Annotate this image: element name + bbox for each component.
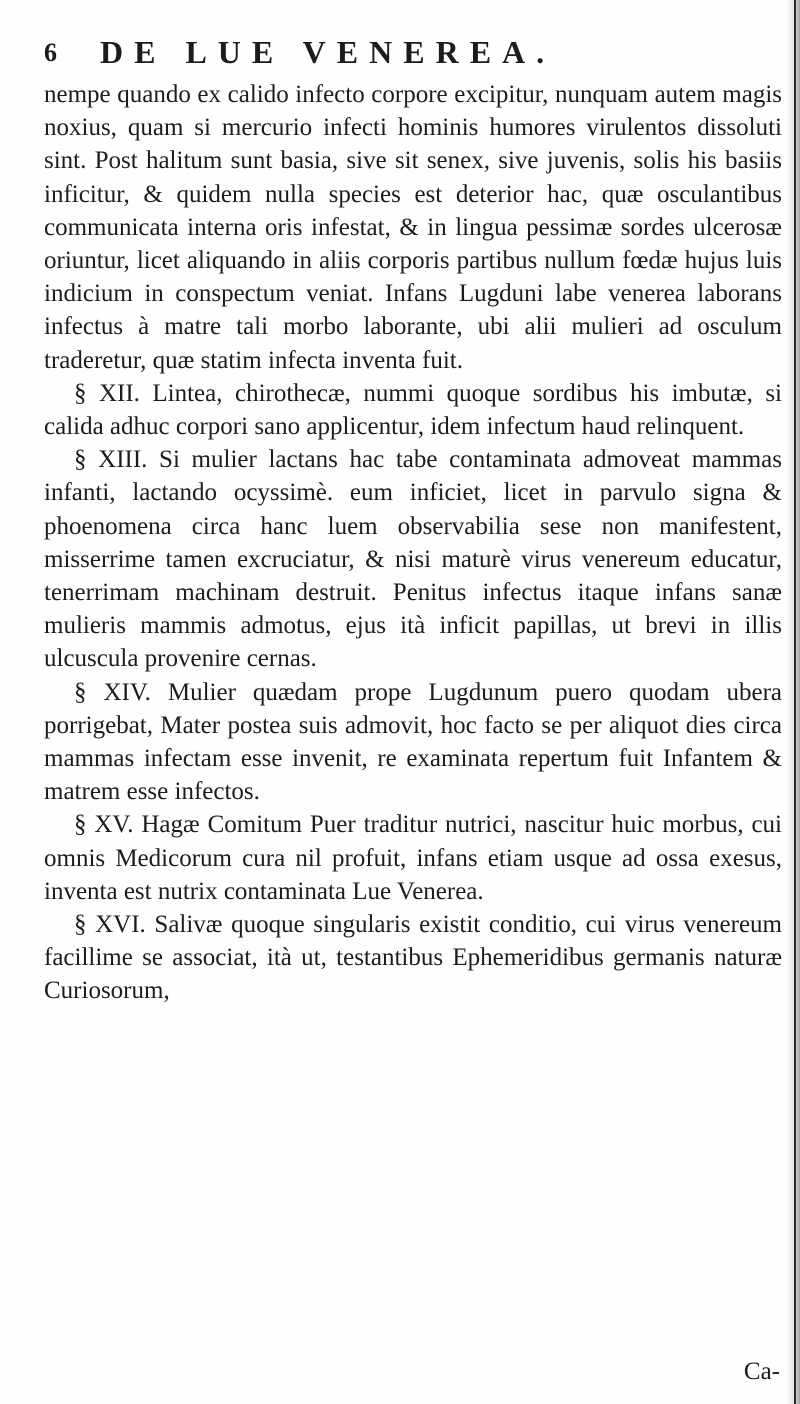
running-head: DE LUE VENEREA. [100, 34, 556, 70]
page-edge-line [794, 0, 796, 1404]
paragraph-section-xii: § XII. Lintea, chirothecæ, nummi quoque sordibus his imbutæ, si calida adhuc corpori sano applicentur, idem infectum haud relinquent. [44, 379, 782, 441]
paragraph-section-xvi: § XVI. Salivæ quoque singularis existit conditio, cui virus venereum facillime se associat, ità ut, testantibus Ephemeridibus germanis naturæ Curiosorum, [44, 911, 782, 1005]
catchword-row [44, 1358, 782, 1392]
body-text [44, 78, 782, 1008]
page-header [44, 28, 704, 78]
paragraph-continued: nempe quando ex calido infecto corpore excipitur, nunquam autem magis noxius, quam si mercurio infecti hominis humores virulentos dissoluti sint. Post halitum sunt basia, sive sit senex, sive juvenis, solis his basiis inficitur, & quidem nulla species est deterior hac, quæ osculantibus communicata interna oris infestat, & in lingua pessimæ sordes ulcerosæ oriuntur, licet aliquando in aliis corporis partibus nullum fœdæ hujus luis indicium in conspectum veniat. Infans Lugduni labe venerea laborans infectus à matre tali morbo laborante, ubi alii mulieri ad osculum traderetur, quæ statim infecta inventa fuit. [44, 81, 782, 374]
page-edge-shadow [786, 0, 800, 1404]
paragraph-section-xiii: § XIII. Si mulier lactans hac tabe contaminata admoveat mammas infanti, lactando ocyssimè. eum inficiet, licet in parvulo signa & phoenomena circa hanc luem observabilia sese non manifestent, misserrime tamen excruciatur, & nisi maturè virus venereum educatur, tenerrimam machinam destruit. Penitus infectus itaque infans sanæ mulieris mammis admotus, ejus ità inficit papillas, ut brevi in illis ulcuscula provenire cernas. [44, 446, 782, 673]
page-number: 6 [44, 38, 57, 67]
paragraph-section-xiv: § XIV. Mulier quædam prope Lugdunum puero quodam ubera porrigebat, Mater postea suis admovit, hoc facto se per aliquot dies circa mammas infectam esse invenit, re examinata repertum fuit Infantem & matrem esse infectos. [44, 678, 782, 806]
catchword: Ca- [743, 1358, 780, 1385]
paragraph-section-xv: § XV. Hagæ Comitum Puer traditur nutrici, nascitur huic morbus, cui omnis Medicorum cura nil profuit, infans etiam usque ad ossa exesus, inventa est nutrix contaminata Lue Venerea. [44, 811, 782, 905]
